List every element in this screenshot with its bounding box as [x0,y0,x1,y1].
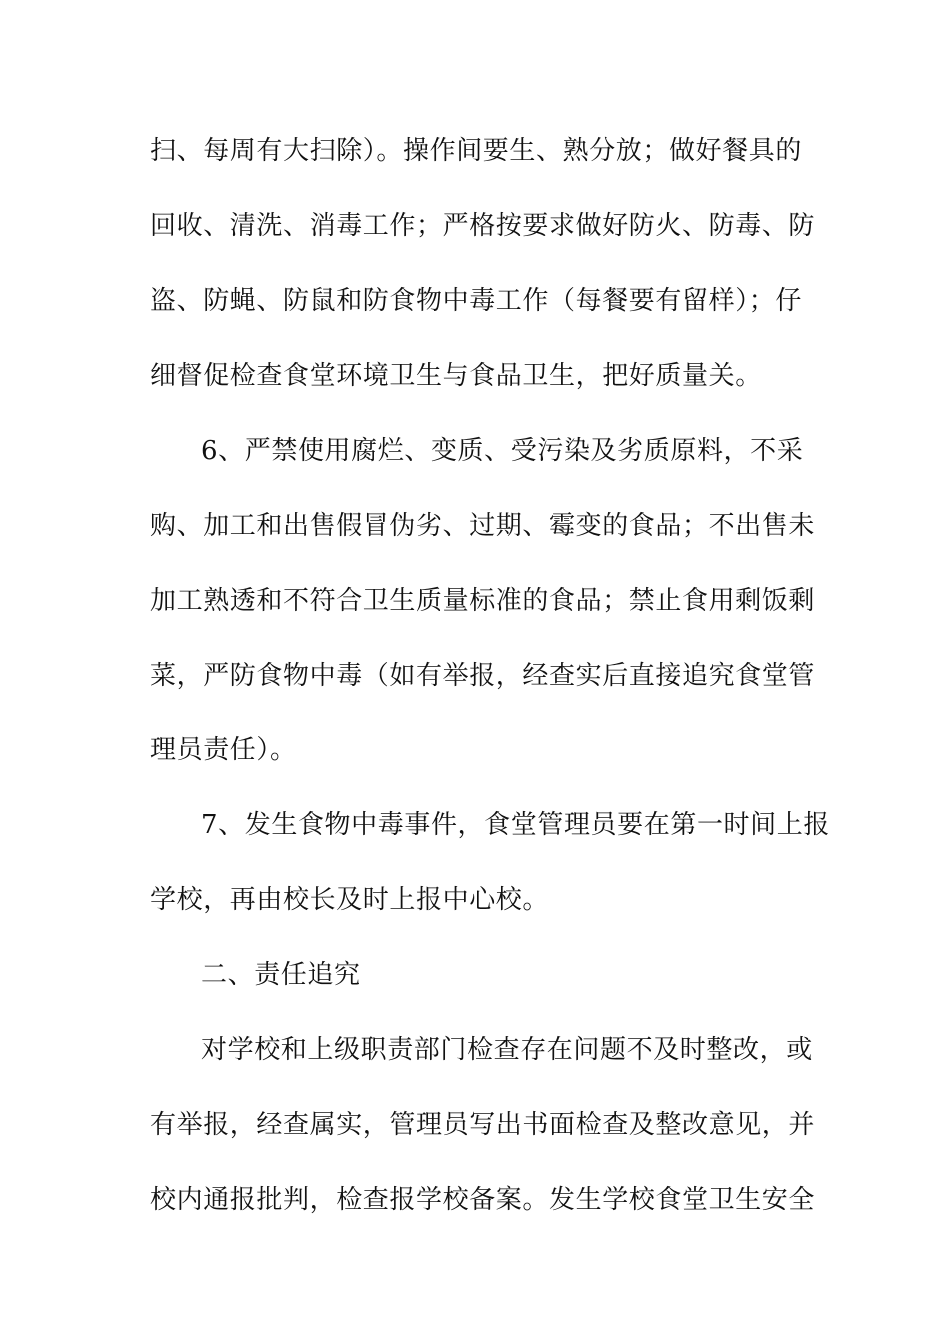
paragraph-line: 购、加工和出售假冒伪劣、过期、霉变的食品；不出售未 [150,511,816,541]
paragraph-line: 菜，严防食物中毒（如有举报，经查实后直接追究食堂管 [150,661,816,691]
paragraph-line: 校内通报批判，检查报学校备案。发生学校食堂卫生安全 [150,1185,816,1215]
paragraph-line: 7、发生食物中毒事件，食堂管理员要在第一时间上报 [201,810,830,840]
paragraph-line: 理员责任）。 [150,735,297,765]
paragraph-line: 6、严禁使用腐烂、变质、受污染及劣质原料，不采 [201,436,804,466]
paragraph-line: 盗、防蝇、防鼠和防食物中毒工作（每餐要有留样）；仔 [150,286,803,316]
paragraph-line: 扫、每周有大扫除）。操作间要生、熟分放；做好餐具的 [150,136,803,166]
paragraph-line: 回收、清洗、消毒工作；严格按要求做好防火、防毒、防 [150,211,816,241]
paragraph-line: 对学校和上级职责部门检查存在问题不及时整改，或 [201,1035,813,1065]
paragraph-line: 有举报，经查属实，管理员写出书面检查及整改意见，并 [150,1110,816,1140]
paragraph-line: 细督促检查食堂环境卫生与食品卫生，把好质量关。 [150,361,762,391]
section-heading: 二、责任追究 [201,960,361,990]
paragraph-line: 加工熟透和不符合卫生质量标准的食品；禁止食用剩饭剩 [150,586,816,616]
paragraph-line: 学校，再由校长及时上报中心校。 [150,885,550,915]
